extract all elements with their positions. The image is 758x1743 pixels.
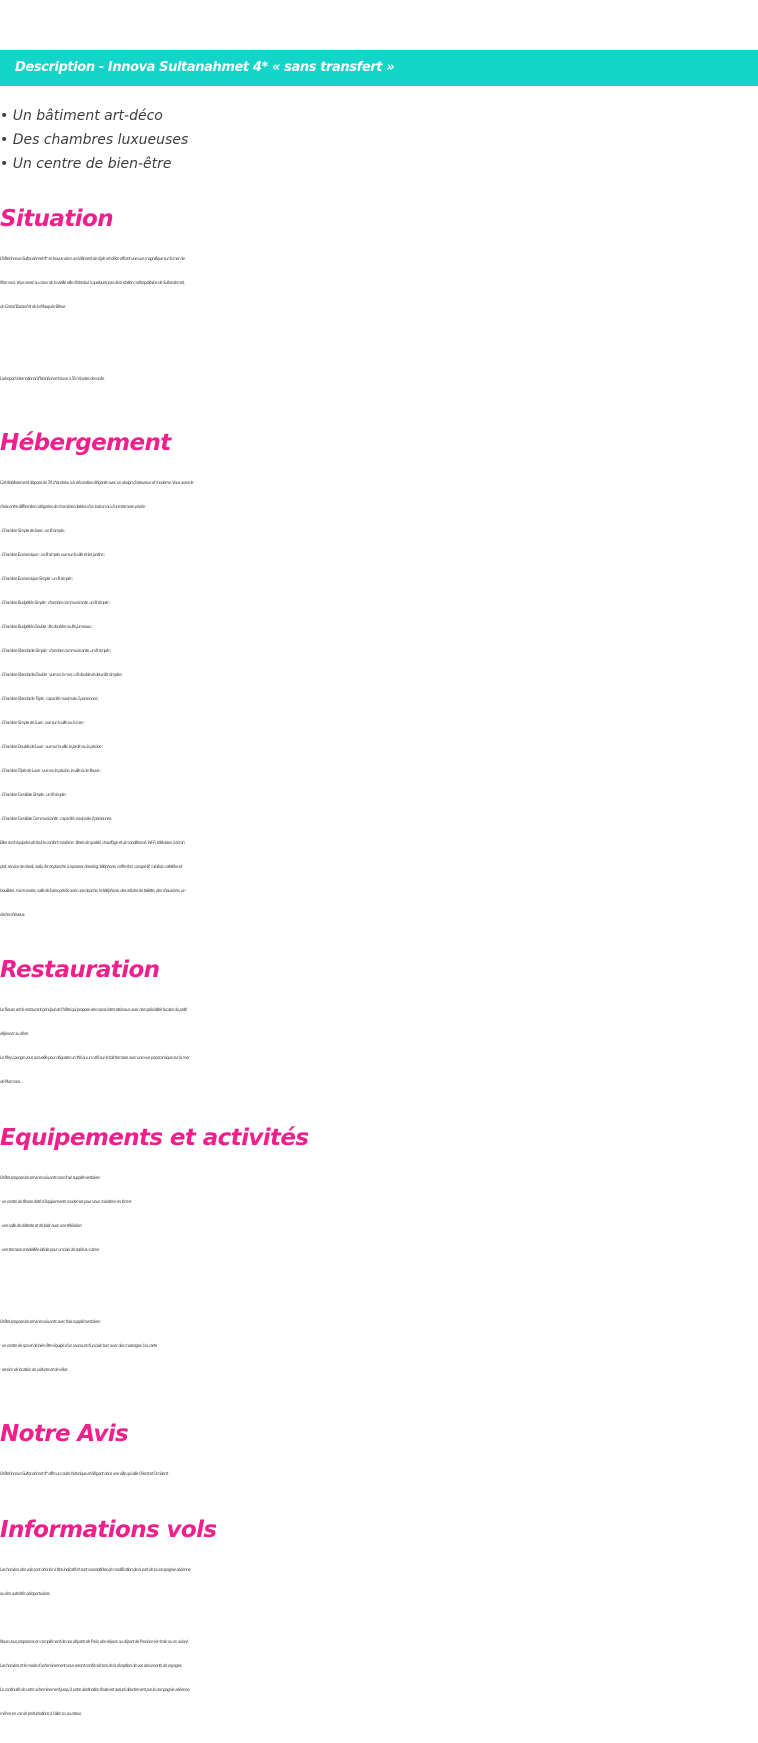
text-line: Les horaires et le mode d’acheminement vous seront confirmés lors de la réception de vos documents de voyages. — [0, 1663, 183, 1668]
avis-text — [0, 1462, 758, 1486]
highlight-item: • Un centre de bien-être — [0, 156, 172, 172]
restauration-heading: Restauration — [0, 957, 160, 983]
text-line: L’hôtel propose les services suivants sans frais supplémentaires : — [0, 1175, 102, 1180]
service-item: - un centre de fitness doté d’équipements modernes pour vous maintenir en forme — [0, 1199, 132, 1204]
room-type-item: - Chambre Budgétée Simple : chambre communicante, un lit simple ; — [0, 600, 110, 605]
text-line: choix entre différentes catégories de chambres dotées d’un balcon ou d’une terrasse privée : — [0, 504, 147, 509]
room-type-item: - Chambre Economique Simple : un lit simple ; — [0, 576, 73, 581]
highlight-item: • Des chambres luxueuses — [0, 132, 189, 148]
text-line: L’hôtel Innova Sultanahmet 4* offre un cadre historique et élégant dans une ville qui allie Orient et Occident. — [0, 1471, 169, 1476]
text-line: bouilloire, micro-ondes, salle de bains privée avec une douche, le téléphone, des articles de toilette, des chaussons, un — [0, 888, 186, 893]
text-line: ou des autorités aéroportuaires. — [0, 1591, 51, 1596]
airport-info: L’aéroport international d’Istanbul se trouve à 50 minutes de route. — [0, 376, 105, 381]
text-line: Nous vous proposons en complément de nos départs de Paris, des séjours au départ de Province (en train ou en avion). — [0, 1639, 189, 1644]
text-line: du Grand Bazard et de la Mosquée Bleue. — [0, 304, 66, 309]
situation-text — [0, 247, 758, 391]
description-banner — [0, 50, 758, 86]
situation-heading: Situation — [0, 206, 113, 232]
text-line: sèche-cheveux. — [0, 912, 26, 917]
service-item: - une salle de détente et de loisir avec une télévision — [0, 1223, 82, 1228]
hebergement-text — [0, 471, 758, 927]
highlights-list — [0, 104, 758, 176]
room-type-item: - Chambre Standarde Simple : chambre communicante, un lit simple ; — [0, 648, 111, 653]
equipements-text — [0, 1166, 758, 1382]
room-type-item: - Chambre Budgétée Double : lits doubles ou lits jumeaux ; — [0, 624, 93, 629]
service-item: - une terrasse ensoleillée idéale pour un bain de soleil au calme — [0, 1247, 99, 1252]
avis-heading: Notre Avis — [0, 1421, 129, 1447]
room-type-item: - Chambre Simple de base : un lit simple ; — [0, 528, 66, 533]
room-type-item: - Chambre Standarde Double : vue sur la mer, u lit double et deux lits simples ; — [0, 672, 123, 677]
vols-heading: Informations vols — [0, 1517, 217, 1543]
text-line: Le Mey Lounge vous accueille pour déguster un thé ou un café sur le toit-terrasse avec une vue panoramique sur la mer — [0, 1055, 190, 1060]
text-line: Le Revan est le restaurant principal de l’hôtel qui propose des repas internationaux avec des spécialités locales du petit — [0, 1007, 187, 1012]
service-item: - service de location de voitures et de vélos — [0, 1367, 68, 1372]
text-line: déjeuner au dîner. — [0, 1031, 29, 1036]
text-line: Les horaires des vols sont donnés à titre indicatif et sont susceptibles de modification de la part de la compagnie aérienne — [0, 1567, 191, 1572]
text-line: même en cas de perturbations à l’aller ou au retour. — [0, 1711, 82, 1716]
text-line: de Marmara. — [0, 1079, 21, 1084]
highlight-item: • Un bâtiment art-déco — [0, 108, 163, 124]
text-line: Elles sont équipées de tout le confort moderne : literie de qualité, chauffage et air conditionné, Wi-Fi, télévision à écran — [0, 840, 185, 845]
text-line: plat, service de réveil, radio, fer et planche à repasser, dressing, téléphone, coffre-fort, canapé-lit, minibar, cafetière et — [0, 864, 183, 869]
room-type-item: - Chambre Triple de Luxe : vue sur la piscine, la ville ou le fleuve ; — [0, 768, 101, 773]
equipements-heading: Equipements et activités — [0, 1125, 309, 1151]
text-line: L’hôtel Innova Sultanahmet 4* se trouve dans un bâtiment de style art-déco offrant une vue magnifique sur la mer de — [0, 256, 185, 261]
room-type-item: - Chambre Familiale Simple : un lit simple ; — [0, 792, 67, 797]
text-line: L’hôtel propose les services suivants avec frais supplémentaires : — [0, 1319, 102, 1324]
vols-text — [0, 1558, 758, 1726]
restauration-text — [0, 998, 758, 1094]
hebergement-heading: Hébergement — [0, 430, 171, 456]
room-type-item: - Chambre Simple de Luxe : vue sur la ville ou la mer ; — [0, 720, 85, 725]
room-type-item: - Chambre Standarde Triple : capacité maximale 3 personnes ; — [0, 696, 99, 701]
text-line: Cet établissement dispose de 74 chambres à la décoration élégante avec un design chaleureux et moderne. Vous aurez le — [0, 480, 194, 485]
text-line: Marmara. Vous serez au cœur de la vieille ville d’Istanbul à quelques pas de la station métropolitaine de Sultanahmet, — [0, 280, 185, 285]
text-line: La continuité de votre acheminement jusqu’à votre destination finale est assuré directement par la compagnie aérienne, — [0, 1687, 190, 1692]
room-type-item: - Chambre Economique : un lit simple, vue sur la ville et les jardins ; — [0, 552, 105, 557]
room-type-item: - Chambre Familiale Communicante : capacité maximale 4 personnes. — [0, 816, 112, 821]
room-type-item: - Chambre Double de Luxe : vue sur la ville, le jardin ou la piscine ; — [0, 744, 103, 749]
service-item: - un centre de spa et de bien-être équipé d’un sauna et d’un bain turc avec des massages à la carte — [0, 1343, 157, 1348]
banner-title: Description - Innova Sultanahmet 4* « sans transfert » — [15, 60, 395, 75]
